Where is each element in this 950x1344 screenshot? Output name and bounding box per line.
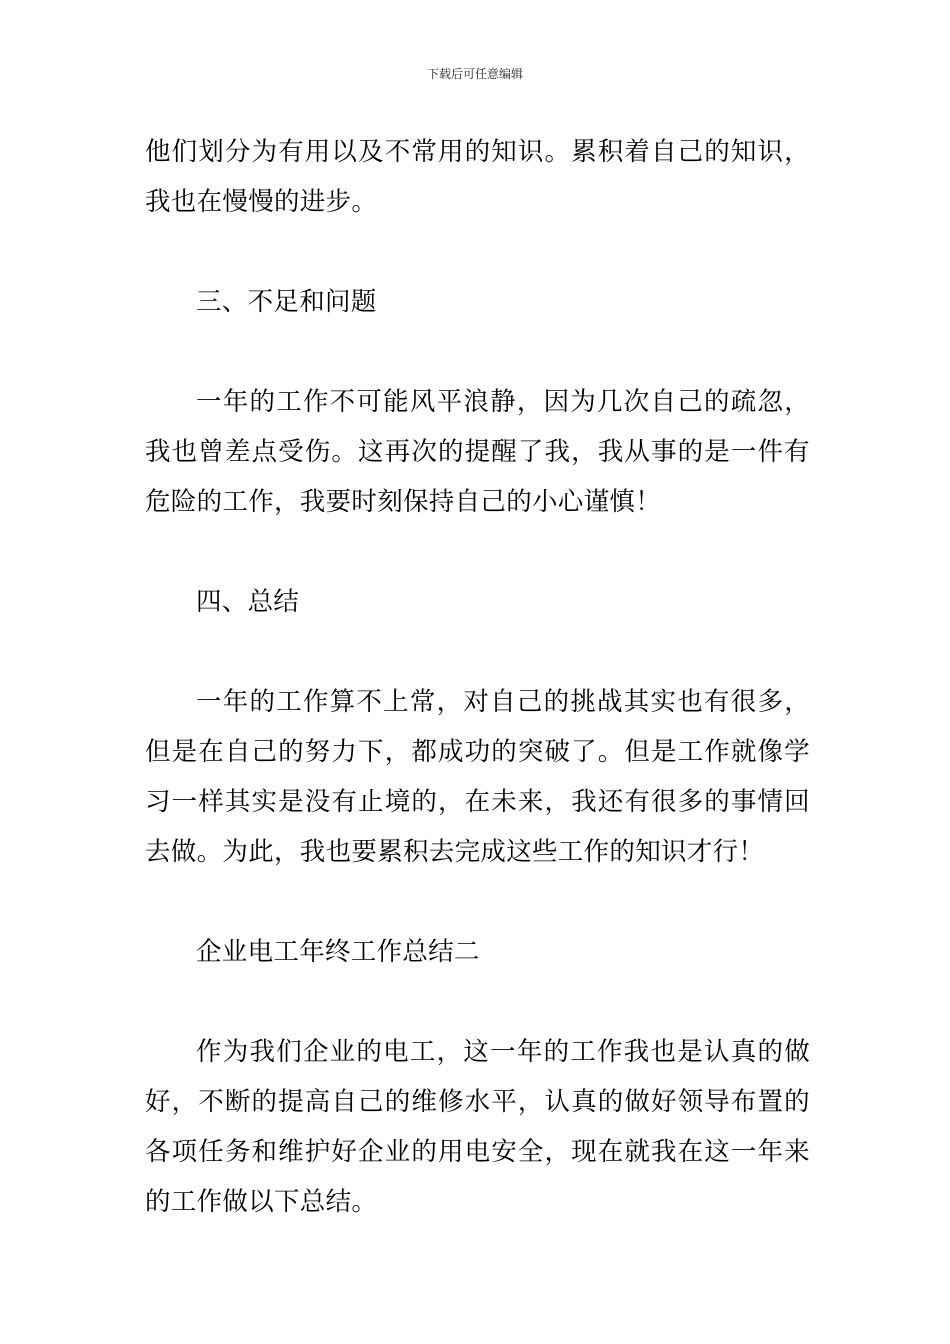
paragraph-continuation: 他们划分为有用以及不常用的知识。累积着自己的知识，我也在慢慢的进步。 (145, 137, 810, 217)
paragraph-intro-two: 作为我们企业的电工，这一年的工作我也是认真的做好，不断的提高自己的维修水平，认真的做好领导布置的各项任务和维护好企业的用电安全，现在就我在这一年来的工作做以下总结。 (145, 1037, 810, 1217)
document-body (145, 127, 810, 1227)
paragraph-summary: 一年的工作算不上常，对自己的挑战其实也有很多，但是在自己的努力下，都成功的突破了。但是工作就像学习一样其实是没有止境的，在未来，我还有很多的事情回去做。为此，我也要累积去完成这些工作的知识才行！ (145, 687, 810, 867)
section-heading-summary: 四、总结 (196, 587, 300, 617)
document-title-two: 企业电工年终工作总结二 (196, 937, 480, 967)
page-header-note: 下载后可任意编辑 (426, 67, 523, 81)
paragraph-shortcomings: 一年的工作不可能风平浪静，因为几次自己的疏忽，我也曾差点受伤。这再次的提醒了我，我从事的是一件有危险的工作，我要时刻保持自己的小心谨慎！ (145, 387, 810, 517)
section-heading-shortcomings: 三、不足和问题 (196, 287, 377, 317)
